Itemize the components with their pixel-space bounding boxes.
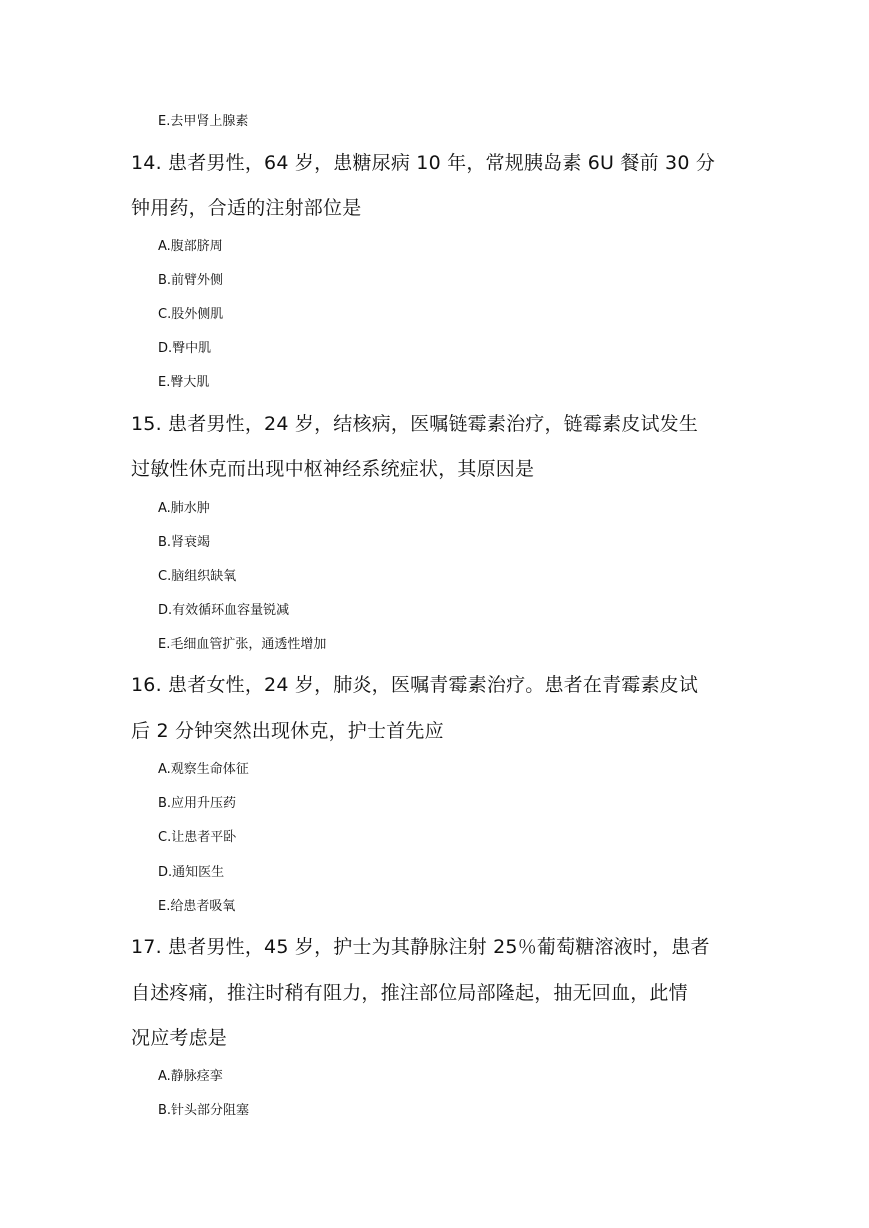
q14-stem-line1: 14. 患者男性，64 岁，患糖尿病 10 年，常规胰岛素 6U 餐前 30 分 bbox=[131, 152, 716, 174]
q15-stem-line2: 过敏性休克而出现中枢神经系统症状，其原因是 bbox=[131, 458, 535, 480]
q14-option-b: B.前臂外侧 bbox=[158, 273, 224, 288]
q16-stem-line2: 后 2 分钟突然出现休克，护士首先应 bbox=[131, 720, 444, 742]
q16-option-b: B.应用升压药 bbox=[158, 796, 237, 811]
q15-option-d: D.有效循环血容量锐减 bbox=[158, 603, 290, 618]
q15-option-a: A.肺水肿 bbox=[158, 501, 210, 516]
q14-option-e: E.臀大肌 bbox=[158, 375, 210, 390]
q14-stem-line2: 钟用药，合适的注射部位是 bbox=[131, 197, 362, 219]
q16-option-a: A.观察生命体征 bbox=[158, 762, 249, 777]
q16-option-e: E.给患者吸氧 bbox=[158, 899, 236, 914]
q17-stem-line2: 自述疼痛，推注时稍有阻力，推注部位局部隆起，抽无回血，此情 bbox=[131, 982, 688, 1004]
q14-option-d: D.臀中肌 bbox=[158, 341, 212, 356]
q17-option-b: B.针头部分阻塞 bbox=[158, 1103, 250, 1118]
q16-option-d: D.通知医生 bbox=[158, 865, 225, 880]
q15-option-e: E.毛细血管扩张，通透性增加 bbox=[158, 637, 327, 652]
q17-stem-line1: 17. 患者男性，45 岁，护士为其静脉注射 25％葡萄糖溶液时，患者 bbox=[131, 936, 710, 958]
q14-option-a: A.腹部脐周 bbox=[158, 239, 223, 254]
q15-option-c: C.脑组织缺氧 bbox=[158, 569, 237, 584]
q15-option-b: B.肾衰竭 bbox=[158, 535, 211, 550]
q15-stem-line1: 15. 患者男性，24 岁，结核病，医嘱链霉素治疗，链霉素皮试发生 bbox=[131, 413, 699, 435]
q17-option-a: A.静脉痉挛 bbox=[158, 1069, 223, 1084]
q16-option-c: C.让患者平卧 bbox=[158, 830, 237, 845]
q13-option-e: E.去甲肾上腺素 bbox=[158, 114, 249, 129]
q16-stem-line1: 16. 患者女性，24 岁，肺炎，医嘱青霉素治疗。患者在青霉素皮试 bbox=[131, 674, 699, 696]
q14-option-c: C.股外侧肌 bbox=[158, 307, 224, 322]
q17-stem-line3: 况应考虑是 bbox=[131, 1027, 228, 1049]
